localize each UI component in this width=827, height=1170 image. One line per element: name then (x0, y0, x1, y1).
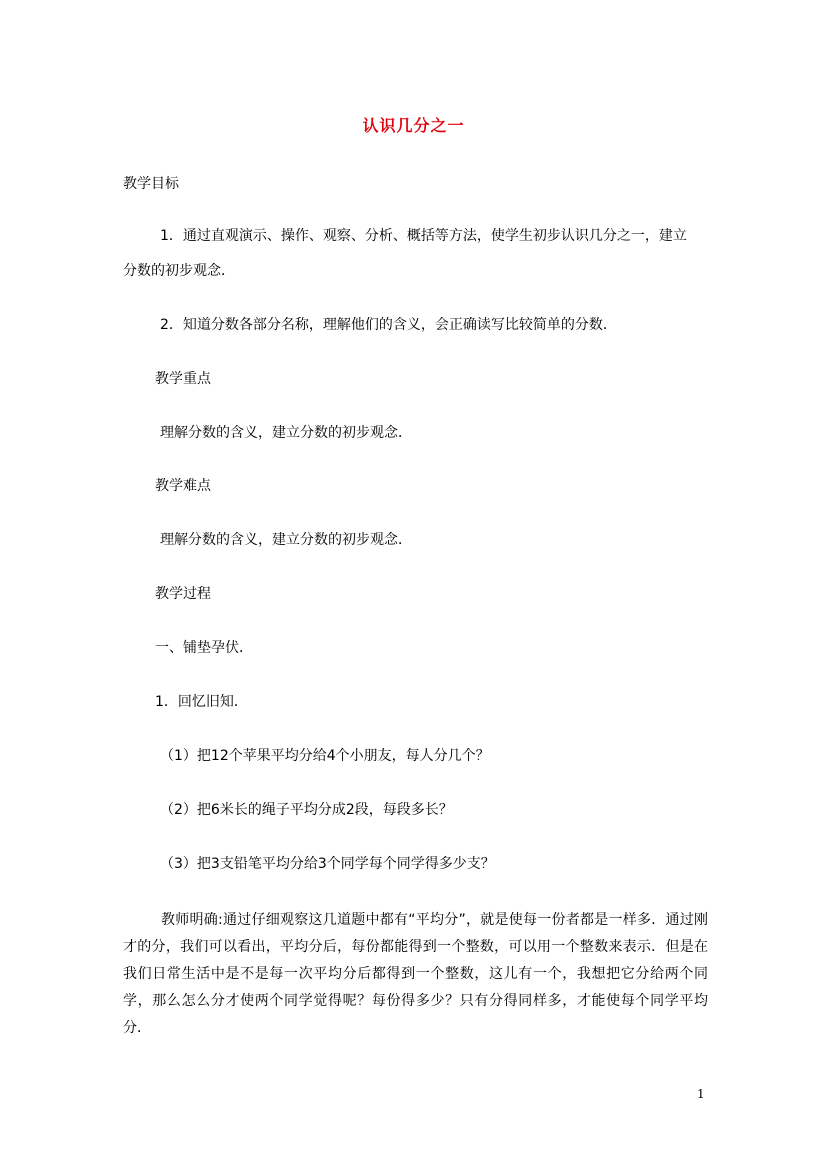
process-heading: 教学过程 (155, 586, 211, 602)
key-points-heading: 教学重点 (155, 371, 211, 387)
step-1: 1．回忆旧知． (155, 694, 248, 710)
section-1-heading: 一、铺垫孕伏． (155, 640, 253, 656)
objective-2: 2．知道分数各部分名称，理解他们的含义，会正确读写比较简单的分数． (160, 317, 617, 333)
question-1: （1）把12个苹果平均分给4个小朋友，每人分几个？ (160, 748, 490, 764)
question-2: （2）把6米长的绳子平均分成2段，每段多长？ (160, 802, 453, 818)
objective-1-line-1: 1．通过直观演示、操作、观察、分析、概括等方法，使学生初步认识几分之一，建立 (160, 228, 687, 244)
teacher-paragraph: 教师明确:通过仔细观察这几道题中都有“平均分”，就是使每一份者都是一样多．通过刚才的分，我们可以看出，平均分后，每份都能得到一个整数，可以用一个整数来表示．但是在我们日常生活中是不是每一次平均分后都得到一个整数，这儿有一个，我想把它分给两个同学，那么怎么分才使两个同学觉得呢？每份得多少？只有分得同样多，才能使每个同学平均分． (123, 912, 708, 1036)
page-title: 认识几分之一 (362, 116, 465, 135)
difficulties-heading: 教学难点 (155, 478, 211, 494)
key-points-text: 理解分数的含义，建立分数的初步观念． (160, 425, 412, 441)
objective-1-line-2: 分数的初步观念． (123, 263, 235, 279)
page-number: 1 (697, 1087, 705, 1101)
objectives-heading: 教学目标 (123, 176, 179, 192)
difficulties-text: 理解分数的含义，建立分数的初步观念． (160, 532, 412, 548)
question-3: （3）把3支铅笔平均分给3个同学每个同学得多少支？ (160, 856, 495, 872)
